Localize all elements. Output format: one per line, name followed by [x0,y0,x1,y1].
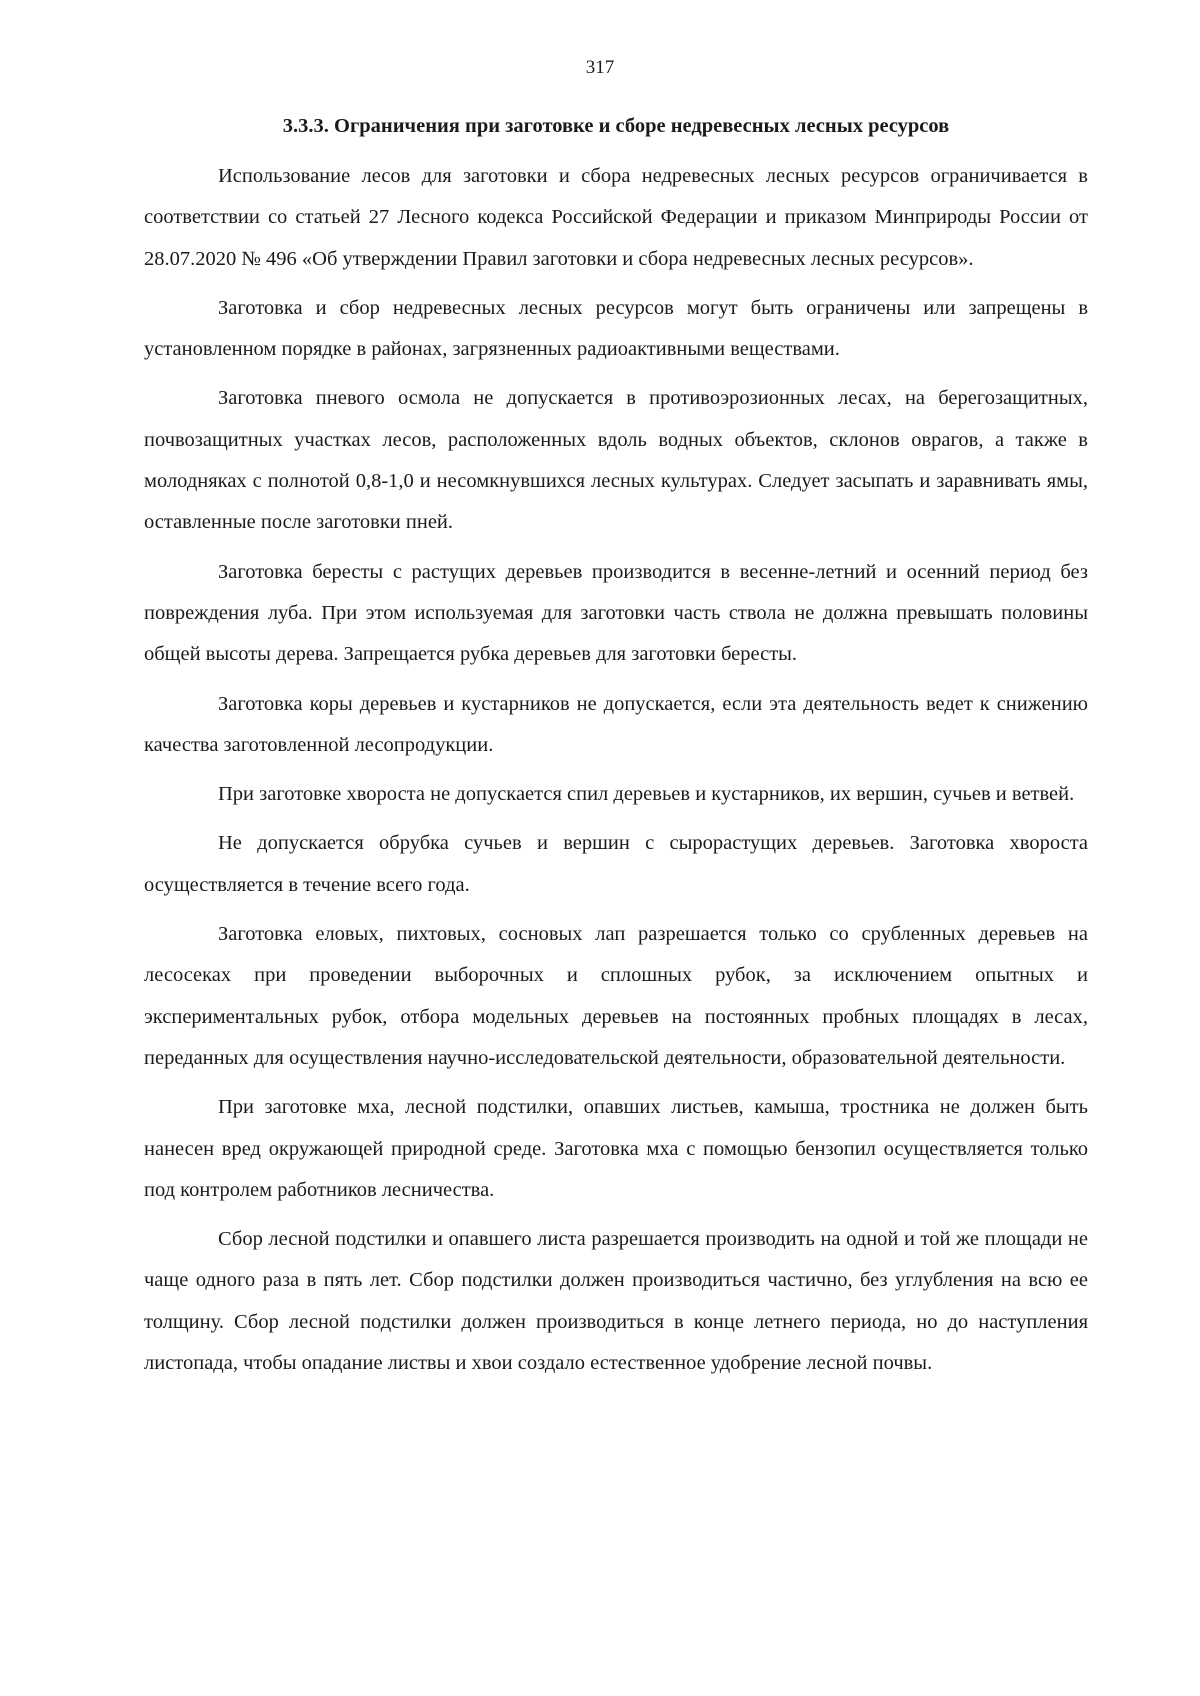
paragraph-brushwood: При заготовке хвороста не допускается спил деревьев и кустарников, их вершин, сучьев и ветвей. [218,783,1075,806]
paragraph-stump-resin: Заготовка пневого осмола не допускается в противоэрозионных лесах, на берегозащитных, почвозащитных участках лесов, расположенных вдоль водных объектов, склонов оврагов, а также в молодняках с полнотой 0,8-1,0 и несомкнувшихся лесных культурах. Следует засыпать и заравнивать ямы, оставленные после заготовки пней. [144,387,1088,534]
paragraph-usage-restriction: Использование лесов для заготовки и сбора недревесных лесных ресурсов ограничивается в соответствии со статьей 27 Лесного кодекса Российской Федерации и приказом Минприроды России от 28.07.2020 № 496 «Об утверждении Правил заготовки и сбора недревесных лесных ресурсов». [144,165,1088,270]
paragraph-birch-bark: Заготовка бересты с растущих деревьев производится в весенне-летний и осенний период без повреждения луба. При этом используемая для заготовки часть ствола не должна превышать половины общей высоты дерева. Запрещается рубка деревьев для заготовки бересты. [144,560,1088,666]
page-number: 317 [585,57,615,78]
paragraph-moss-litter: При заготовке мха, лесной подстилки, опавших листьев, камыша, тростника не должен быть нанесен вред окружающей природной среде. Заготовка мха с помощью бензопил осуществляется только под контролем работников лесничества. [144,1096,1088,1201]
section-heading: 3.3.3. Ограничения при заготовке и сборе недревесных лесных ресурсов [282,115,950,137]
paragraph-tree-bark: Заготовка коры деревьев и кустарников не допускается, если эта деятельность ведет к снижению качества заготовленной лесопродукции. [144,692,1088,756]
paragraph-litter-collection: Сбор лесной подстилки и опавшего листа разрешается производить на одной и той же площади не чаще одного раза в пять лет. Сбор подстилки должен производиться частично, без углубления на всю ее толщину. Сбор лесной подстилки должен производиться в конце летнего периода, но до наступления листопада, чтобы опадание листвы и хвои создало естественное удобрение лесной почвы. [144,1228,1088,1375]
paragraph-radioactive-areas: Заготовка и сбор недревесных лесных ресурсов могут быть ограничены или запрещены в установленном порядке в районах, загрязненных радиоактивными веществами. [144,296,1088,361]
paragraph-conifer-branches: Заготовка еловых, пихтовых, сосновых лап разрешается только со срубленных деревьев на лесосеках при проведении выборочных и сплошных рубок, за исключением опытных и экспериментальных рубок, отбора модельных деревьев на постоянных пробных площадях в лесах, переданных для осуществления научно-исследовательской деятельности, образовательной деятельности. [144,923,1088,1069]
paragraph-branch-cutting: Не допускается обрубка сучьев и вершин с сырорастущих деревьев. Заготовка хвороста осуществляется в течение всего года. [144,832,1088,896]
body-text [144,156,1088,1392]
